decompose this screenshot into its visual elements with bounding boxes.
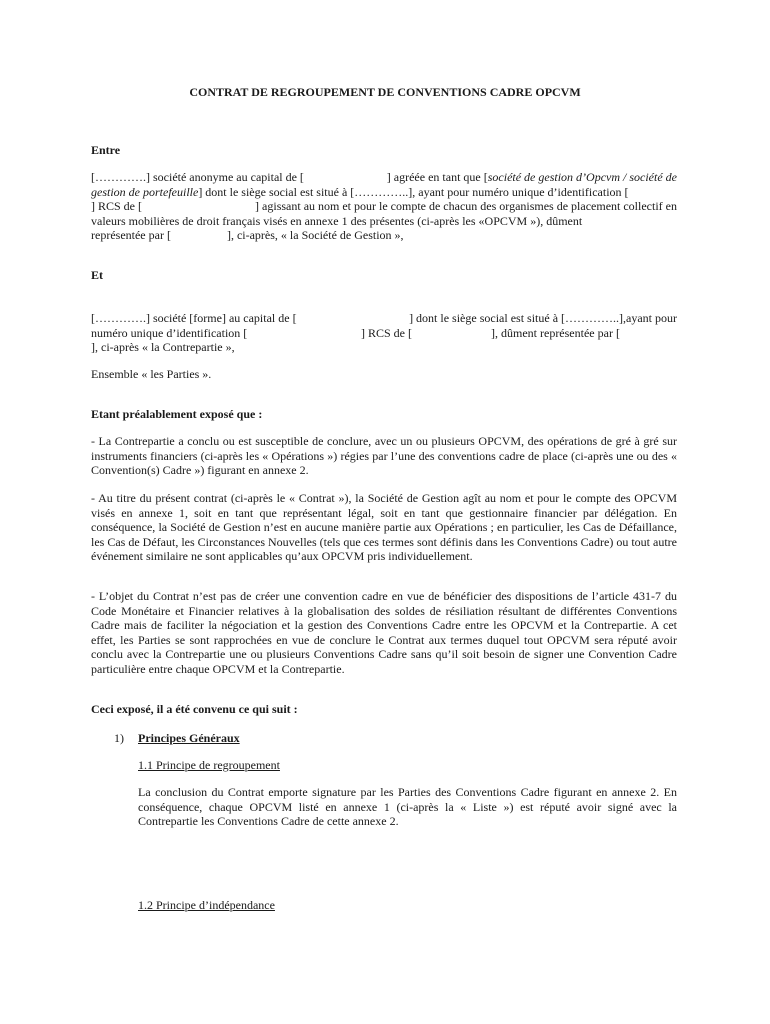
et-line-2: [91, 326, 677, 341]
section1-number: 1): [114, 731, 124, 745]
entre-line1-a: [………….] société anonyme au capital de [: [91, 170, 304, 184]
entre-line5-a: représentée par [: [91, 228, 171, 243]
entre-line-4: [91, 214, 677, 229]
document-title: CONTRAT DE REGROUPEMENT DE CONVENTIONS CADRE OPCVM: [189, 85, 581, 99]
et-line2-c: ], dûment représentée par [: [491, 325, 620, 340]
expose-paragraph-2: - Au titre du présent contrat (ci-après le « Contrat »), la Société de Gestion agît au nom et pour le compte des OPCVM visés en annexe 1, soit en tant que représentant légal, soit en tant que gestionnaire financier par délégation. En conséquence, la Société de Gestion n’est en aucune manière partie aux Opérations ; en particulier, les Cas de Défaillance, les Cas de Défaut, les Circonstances Nouvelles (tels que ces termes sont définis dans les Conventions Cadre) ou tout autre événement similaire ne sont applicables qu’aux OPCVM pris individuellement.: [91, 491, 677, 564]
et-line2-a: numéro unique d’identification [: [91, 325, 248, 340]
et-paragraph: [91, 311, 677, 355]
entre-line3-a: ] RCS de [: [91, 199, 142, 214]
entre-line1-b: ] agréée en tant que [société de gestion d’Opcvm / société de: [386, 170, 677, 184]
entre-line-5: [91, 228, 677, 243]
entre-paragraph: [91, 170, 677, 243]
et-heading: Et: [91, 268, 103, 282]
entre-line-3: [91, 199, 677, 214]
subsection-1-1-title: 1.1 Principe de regroupement: [138, 758, 280, 772]
expose-paragraph-3: - L’objet du Contrat n’est pas de créer une convention cadre en vue de bénéficier des dispositions de l’article 431-7 du Code Monétaire et Financier relatives à la globalisation des soldes de résiliation résultant de différentes Conventions Cadre mais de faciliter la négociation et la gestion des Conventions Cadre entre les OPCVM et la Contrepartie. A cet effet, les Parties se sont rapprochées en vue de conclure le Contrat aux termes duquel tout OPCVM sera réputé avoir conclu avec la Contrepartie une ou plusieurs Conventions Cadre sans qu’il soit besoin de signer une Convention Cadre particulière entre chaque OPCVM et la Contrepartie.: [91, 589, 677, 676]
entre-line-1: [91, 170, 677, 185]
entre-line3-b: ] agissant au nom et pour le compte de chacun des organismes de placement collectif en: [255, 199, 677, 214]
et-line2-b: ] RCS de [: [361, 325, 412, 340]
section1-title: Principes Généraux: [138, 731, 240, 745]
et-line-1: [91, 311, 677, 326]
subsection-1-1-text: La conclusion du Contrat emporte signature par les Parties des Conventions Cadre figurant en annexe 2. En conséquence, chaque OPCVM listé en annexe 1 (ci-après la « Liste ») est réputé avoir signé avec la Contrepartie les Conventions Cadre de cette annexe 2.: [138, 785, 677, 829]
entre-line5-b: ], ci-après, « la Société de Gestion »,: [226, 228, 404, 243]
entre-line1-c: société de gestion d’Opcvm / société de: [487, 170, 677, 184]
ensemble-line: Ensemble « les Parties ».: [91, 367, 212, 381]
et-line-3: ], ci-après « la Contrepartie »,: [91, 340, 235, 355]
entre-line2-rest: ] dont le siège social est situé à […………..], ayant pour numéro unique d’identification [: [198, 184, 629, 199]
convenu-heading: Ceci exposé, il a été convenu ce qui suit :: [91, 702, 298, 716]
entre-line2-italic: gestion de portefeuille: [91, 184, 199, 199]
et-line1-a: [………….] société [forme] au capital de [: [91, 311, 297, 325]
expose-heading: Etant préalablement exposé que :: [91, 407, 263, 421]
subsection-1-2-title: 1.2 Principe d’indépendance: [138, 898, 275, 912]
entre-line-2: [91, 185, 677, 200]
entre-heading: Entre: [91, 143, 121, 157]
et-line1-b: ] dont le siège social est situé à […………..],ayant pour: [409, 311, 677, 325]
expose-paragraph-1: - La Contrepartie a conclu ou est susceptible de conclure, avec un ou plusieurs OPCVM, des opérations de gré à gré sur instruments financiers (ci-après les « Opérations ») régies par l’une des conventions cadre de place (ci-après une ou des « Convention(s) Cadre ») figurant en annexe 2.: [91, 434, 677, 478]
entre-line4: valeurs mobilières de droit français visés en annexe 1 des présentes (ci-après les «OPCVM »), dûment: [91, 213, 583, 228]
